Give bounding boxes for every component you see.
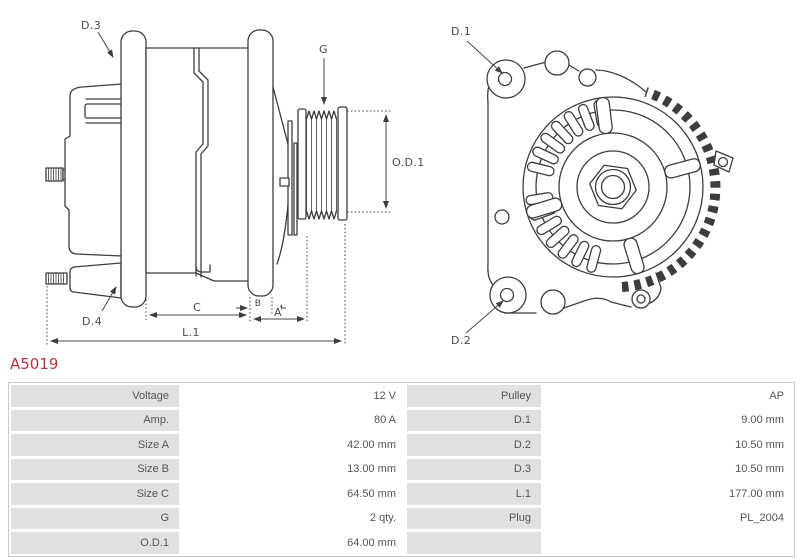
- label-d4: D.4: [82, 315, 103, 328]
- label-d2: D.2: [451, 334, 472, 347]
- label-g: G: [319, 43, 328, 56]
- label-d3: D.3: [81, 19, 102, 32]
- spec-label: D.3: [407, 459, 541, 481]
- leader-d3: [98, 32, 113, 57]
- spec-label: G: [11, 508, 179, 530]
- spec-label: Size A: [11, 434, 179, 456]
- label-l1: L.1: [182, 326, 200, 339]
- spec-value: 177.00 mm: [544, 483, 792, 505]
- lower-stud: [46, 263, 121, 298]
- spec-label: Pulley: [407, 385, 541, 407]
- leader-d2: [466, 301, 503, 333]
- spec-label: Size B: [11, 459, 179, 481]
- spec-value: AP: [544, 385, 792, 407]
- spec-value: 10.50 mm: [544, 434, 792, 456]
- spec-label: O.D.1: [11, 532, 179, 554]
- spec-value: 42.00 mm: [182, 434, 404, 456]
- body: [146, 48, 250, 281]
- spec-value: [544, 532, 792, 554]
- rear-ear: [121, 31, 146, 307]
- spec-value: 9.00 mm: [544, 410, 792, 432]
- label-b: B: [254, 299, 262, 309]
- spec-label: [407, 532, 541, 554]
- pulley: [298, 107, 347, 220]
- label-od1: O.D.1: [392, 156, 425, 169]
- spec-value: PL_2004: [544, 508, 792, 530]
- alternator-side-view: [46, 19, 425, 345]
- spec-label: Size C: [11, 483, 179, 505]
- front-ear: [248, 30, 273, 296]
- alternator-front-view: [451, 25, 733, 347]
- spec-value: 12 V: [182, 385, 404, 407]
- spec-value: 2 qty.: [182, 508, 404, 530]
- label-d1: D.1: [451, 25, 472, 38]
- spec-value: 13.00 mm: [182, 459, 404, 481]
- spec-value: 64.00 mm: [182, 532, 404, 554]
- spec-value: 10.50 mm: [544, 459, 792, 481]
- spec-label: Voltage: [11, 385, 179, 407]
- label-a: A: [274, 306, 282, 319]
- spec-label: Amp.: [11, 410, 179, 432]
- label-c: C: [192, 301, 202, 314]
- spec-label: D.1: [407, 410, 541, 432]
- spec-label: Plug: [407, 508, 541, 530]
- spec-table: [8, 382, 795, 557]
- part-number: A5019: [10, 355, 59, 373]
- rear-housing: [65, 84, 122, 256]
- spec-value: 64.50 mm: [182, 483, 404, 505]
- spec-label: D.2: [407, 434, 541, 456]
- spec-label: L.1: [407, 483, 541, 505]
- leader-d1: [467, 41, 502, 73]
- spec-value: 80 A: [182, 410, 404, 432]
